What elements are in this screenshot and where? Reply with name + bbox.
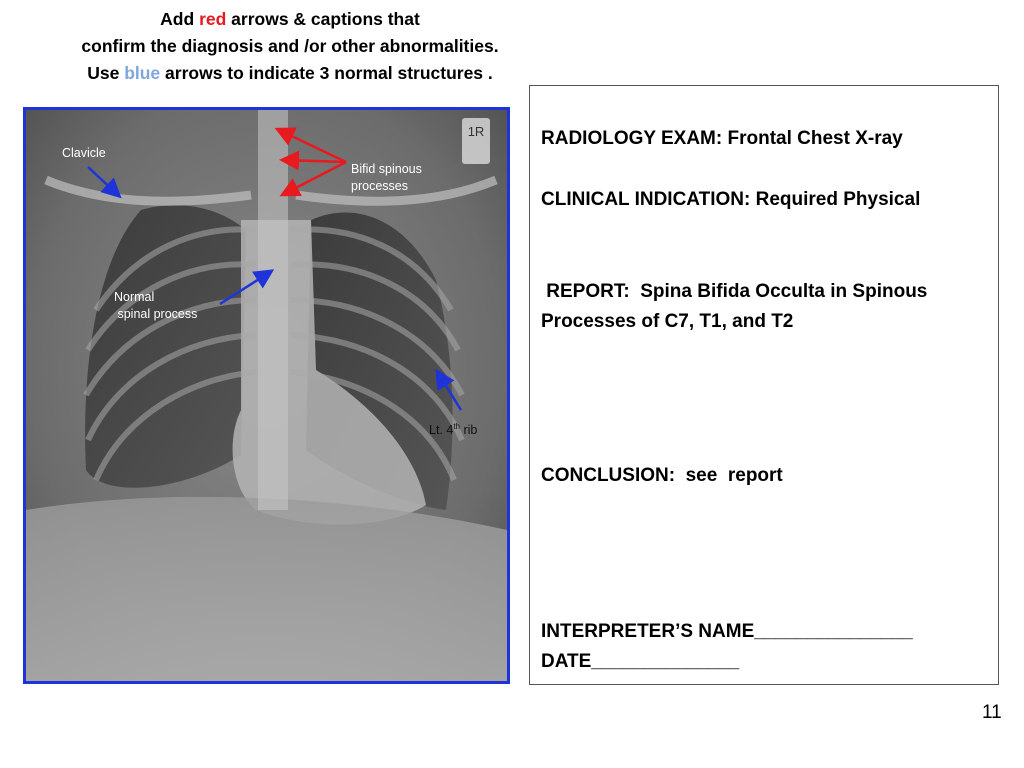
bifid-caption-line-2: processes	[351, 179, 408, 193]
instructions-line-2: confirm the diagnosis and /or other abnormalities.	[81, 36, 499, 56]
spine-column	[258, 110, 288, 510]
rib-caption: Lt. 4th rib	[429, 422, 478, 438]
conclusion-line: CONCLUSION: see report	[541, 465, 783, 486]
red-keyword: red	[199, 9, 227, 29]
side-marker-label: 1R	[467, 124, 485, 139]
bifid-caption-line-1: Bifid spinous	[351, 162, 422, 176]
normal-caption-line-2: spinal process	[114, 307, 198, 321]
radiology-report-panel	[529, 85, 999, 685]
xray-illustration	[26, 110, 507, 681]
interpreter-name-line: INTERPRETER’S NAME_______________	[541, 621, 913, 642]
abdomen-shadow	[26, 497, 507, 681]
blue-keyword: blue	[124, 63, 161, 83]
instructions-heading	[0, 6, 580, 87]
clinical-indication-line: CLINICAL INDICATION: Required Physical	[541, 189, 921, 210]
instructions-line-1: Add red arrows & captions that	[160, 9, 420, 29]
exam-line: RADIOLOGY EXAM: Frontal Chest X-ray	[541, 128, 903, 149]
instructions-line-3: Use blue arrows to indicate 3 normal structures .	[87, 63, 493, 83]
page-number: 11	[982, 702, 1002, 723]
normal-caption-line-1: Normal	[114, 290, 155, 304]
report-line-2: Processes of C7, T1, and T2	[541, 311, 794, 332]
clavicle-caption: Clavicle	[62, 146, 106, 160]
report-line-1: REPORT: Spina Bifida Occulta in Spinous	[541, 281, 928, 302]
date-line: DATE______________	[541, 651, 740, 672]
chest-xray-image	[23, 107, 510, 684]
